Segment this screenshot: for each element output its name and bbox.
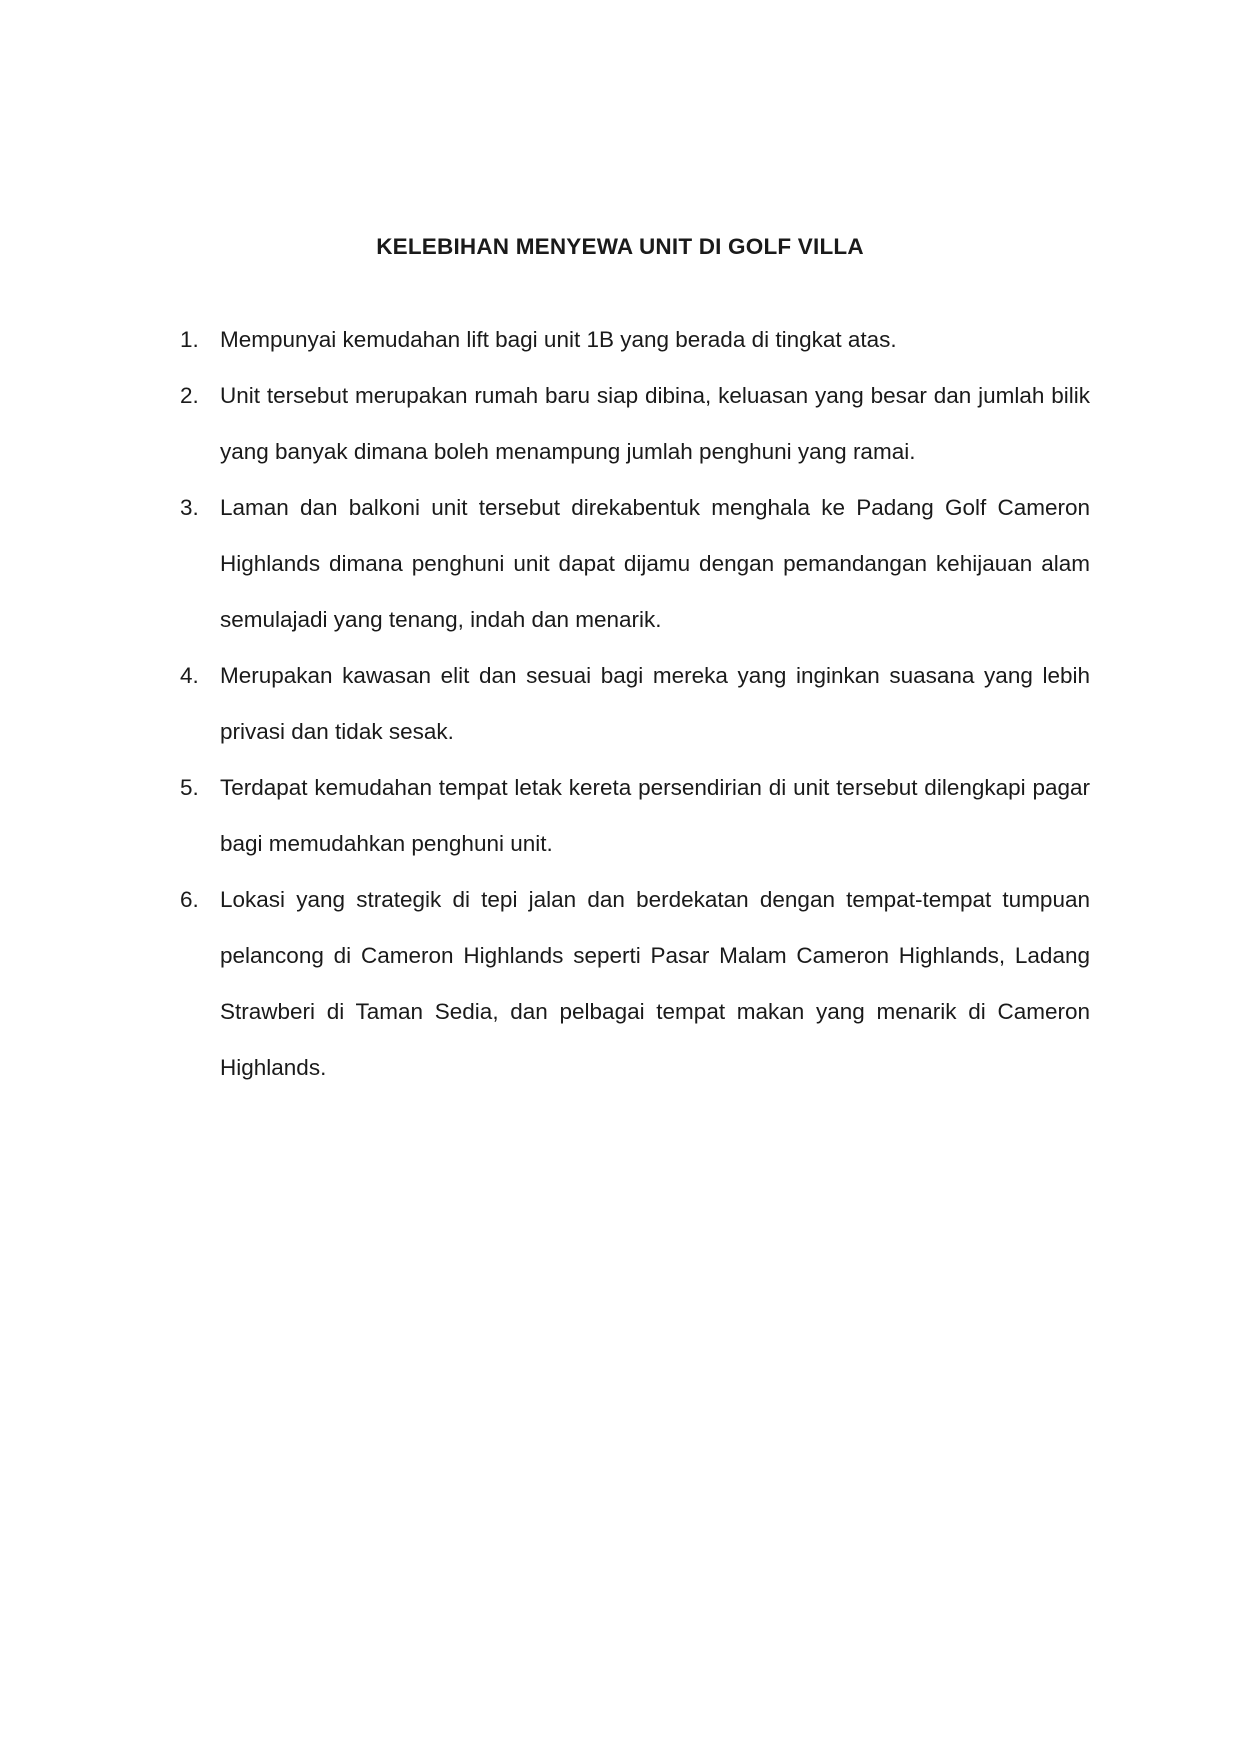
list-item — [180, 480, 1090, 648]
list-item-text: Merupakan kawasan elit dan sesuai bagi mereka yang inginkan suasana yang lebih privasi dan tidak sesak. — [220, 663, 1090, 744]
list-item-text: Laman dan balkoni unit tersebut direkabentuk menghala ke Padang Golf Cameron Highlands dimana penghuni unit dapat dijamu dengan pemandangan kehijauan alam semulajadi yang tenang, indah dan menarik. — [220, 495, 1090, 632]
list-item — [180, 368, 1090, 480]
list-item-text: Unit tersebut merupakan rumah baru siap dibina, keluasan yang besar dan jumlah bilik yang banyak dimana boleh menampung jumlah penghuni yang ramai. — [220, 383, 1090, 464]
document-title: KELEBIHAN MENYEWA UNIT DI GOLF VILLA — [376, 234, 864, 259]
list-item-text: Mempunyai kemudahan lift bagi unit 1B yang berada di tingkat atas. — [220, 327, 897, 352]
list-item-text: Lokasi yang strategik di tepi jalan dan berdekatan dengan tempat-tempat tumpuan pelancong di Cameron Highlands seperti Pasar Malam Cameron Highlands, Ladang Strawberi di Taman Sedia, dan pelbagai tempat makan yang menarik di Cameron Highlands. — [220, 887, 1090, 1080]
list-item — [180, 312, 1090, 368]
list-item — [180, 872, 1090, 1096]
list-item-text: Terdapat kemudahan tempat letak kereta persendirian di unit tersebut dilengkapi pagar bagi memudahkan penghuni unit. — [220, 775, 1090, 856]
list-item — [180, 760, 1090, 872]
list-item-number: 6. — [180, 887, 199, 912]
list-item-number: 5. — [180, 775, 199, 800]
list-item-number: 4. — [180, 663, 199, 688]
list-item — [180, 648, 1090, 760]
benefits-list — [180, 312, 1090, 1096]
list-item-number: 3. — [180, 495, 199, 520]
list-item-number: 2. — [180, 383, 199, 408]
list-item-number: 1. — [180, 327, 199, 352]
